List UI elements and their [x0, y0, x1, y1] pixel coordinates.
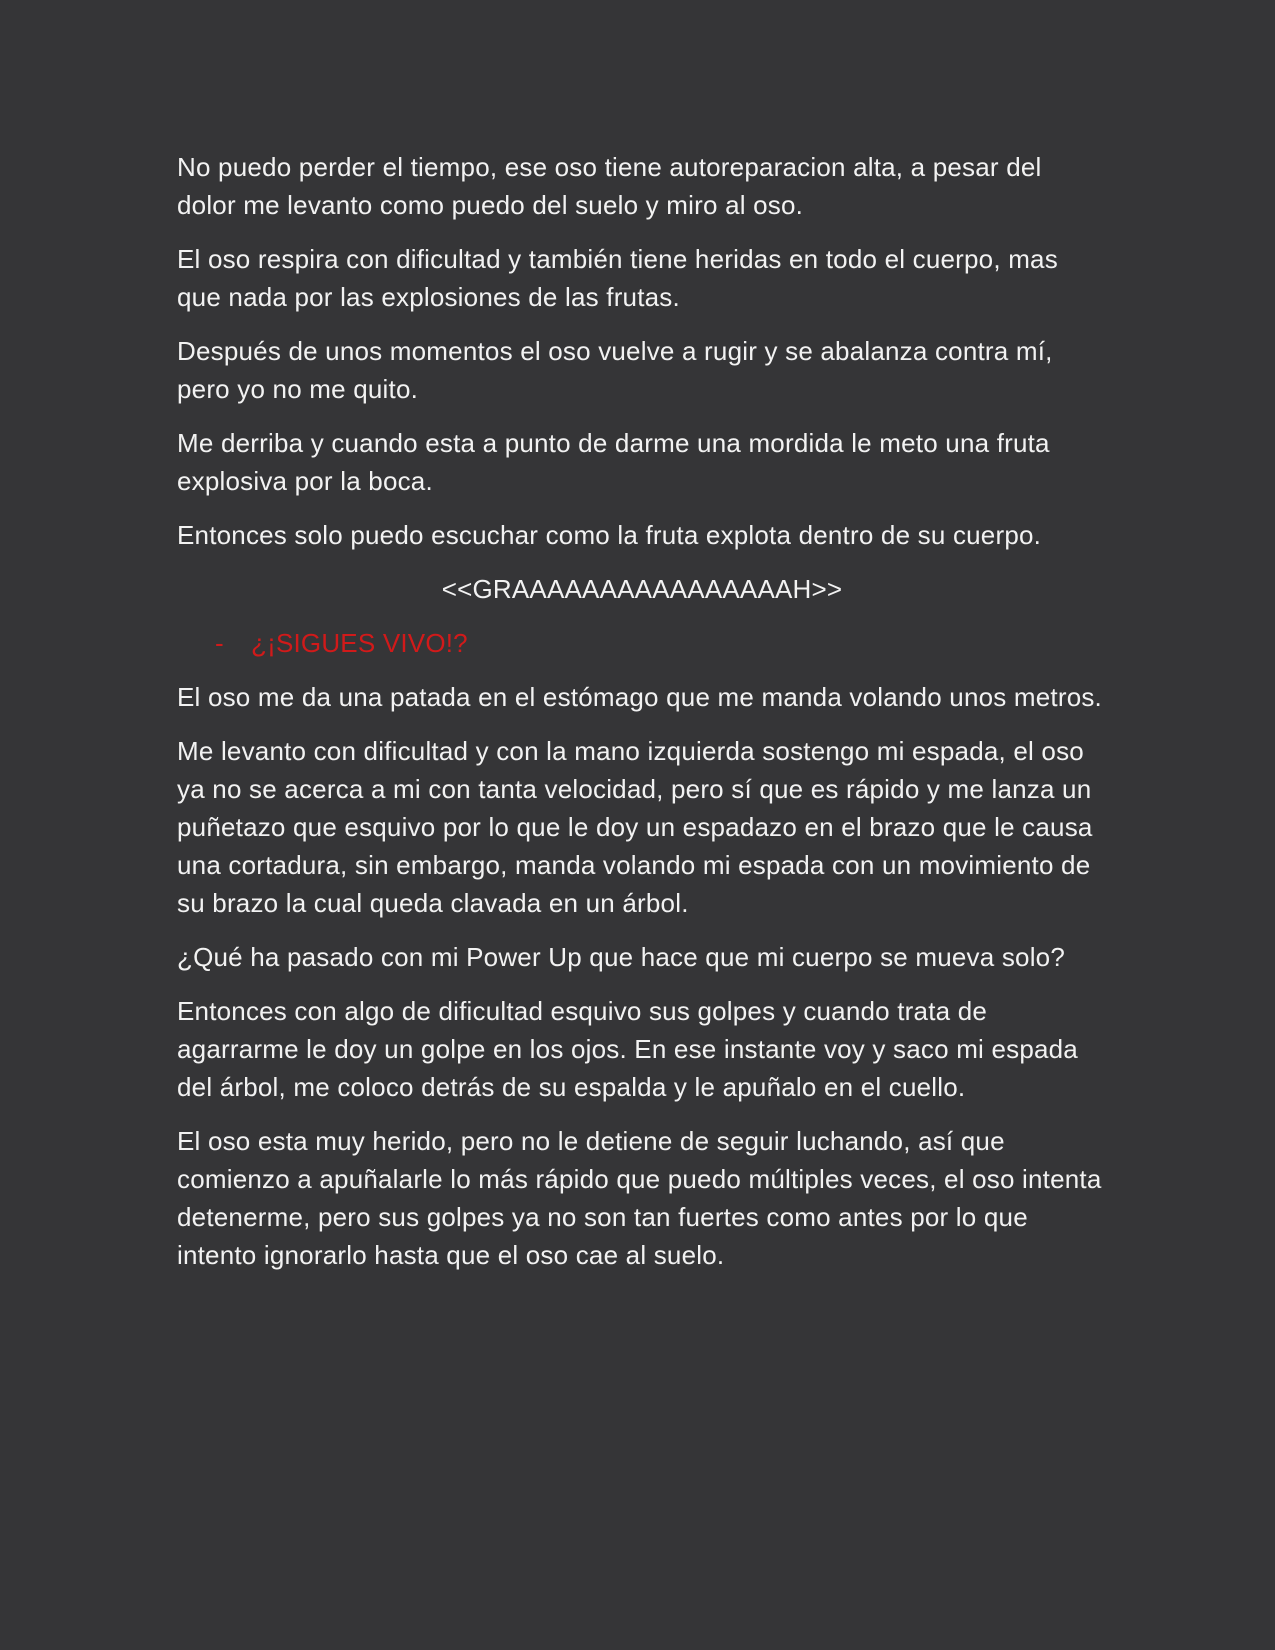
text-body — [177, 148, 1107, 1290]
paragraph: ¿Qué ha pasado con mi Power Up que hace que mi cuerpo se mueva solo? — [177, 942, 1065, 972]
paragraph: El oso esta muy herido, pero no le detiene de seguir luchando, así que comienzo a apuñalarle lo más rápido que puedo múltiples veces, el oso intenta detenerme, pero sus golpes ya no son tan fuertes como antes por lo que intento ignorarlo hasta que el oso cae al suelo. — [177, 1126, 1102, 1270]
dialogue-line — [215, 624, 1107, 662]
roar-sound-effect: <<GRAAAAAAAAAAAAAAAAH>> — [441, 574, 843, 604]
paragraph: El oso me da una patada en el estómago que me manda volando unos metros. — [177, 682, 1102, 712]
paragraph: No puedo perder el tiempo, ese oso tiene autoreparacion alta, a pesar del dolor me levanto como puedo del suelo y miro al oso. — [177, 152, 1042, 220]
dialogue-dash: - — [215, 628, 224, 658]
dialogue-text: ¿¡SIGUES VIVO!? — [251, 628, 468, 658]
paragraph: Entonces solo puedo escuchar como la fruta explota dentro de su cuerpo. — [177, 520, 1042, 550]
paragraph: Después de unos momentos el oso vuelve a rugir y se abalanza contra mí, pero yo no me quito. — [177, 336, 1053, 404]
paragraph: El oso respira con dificultad y también tiene heridas en todo el cuerpo, mas que nada por las explosiones de las frutas. — [177, 244, 1058, 312]
paragraph: Entonces con algo de dificultad esquivo sus golpes y cuando trata de agarrarme le doy un golpe en los ojos. En ese instante voy y saco mi espada del árbol, me coloco detrás de su espalda y le apuñalo en el cuello. — [177, 996, 1078, 1102]
paragraph: Me levanto con dificultad y con la mano izquierda sostengo mi espada, el oso ya no se acerca a mi con tanta velocidad, pero sí que es rápido y me lanza un puñetazo que esquivo por lo que le doy un espadazo en el brazo que le causa una cortadura, sin embargo, manda volando mi espada con un movimiento de su brazo la cual queda clavada en un árbol. — [177, 736, 1093, 918]
paragraph: Me derriba y cuando esta a punto de darme una mordida le meto una fruta explosiva por la boca. — [177, 428, 1050, 496]
